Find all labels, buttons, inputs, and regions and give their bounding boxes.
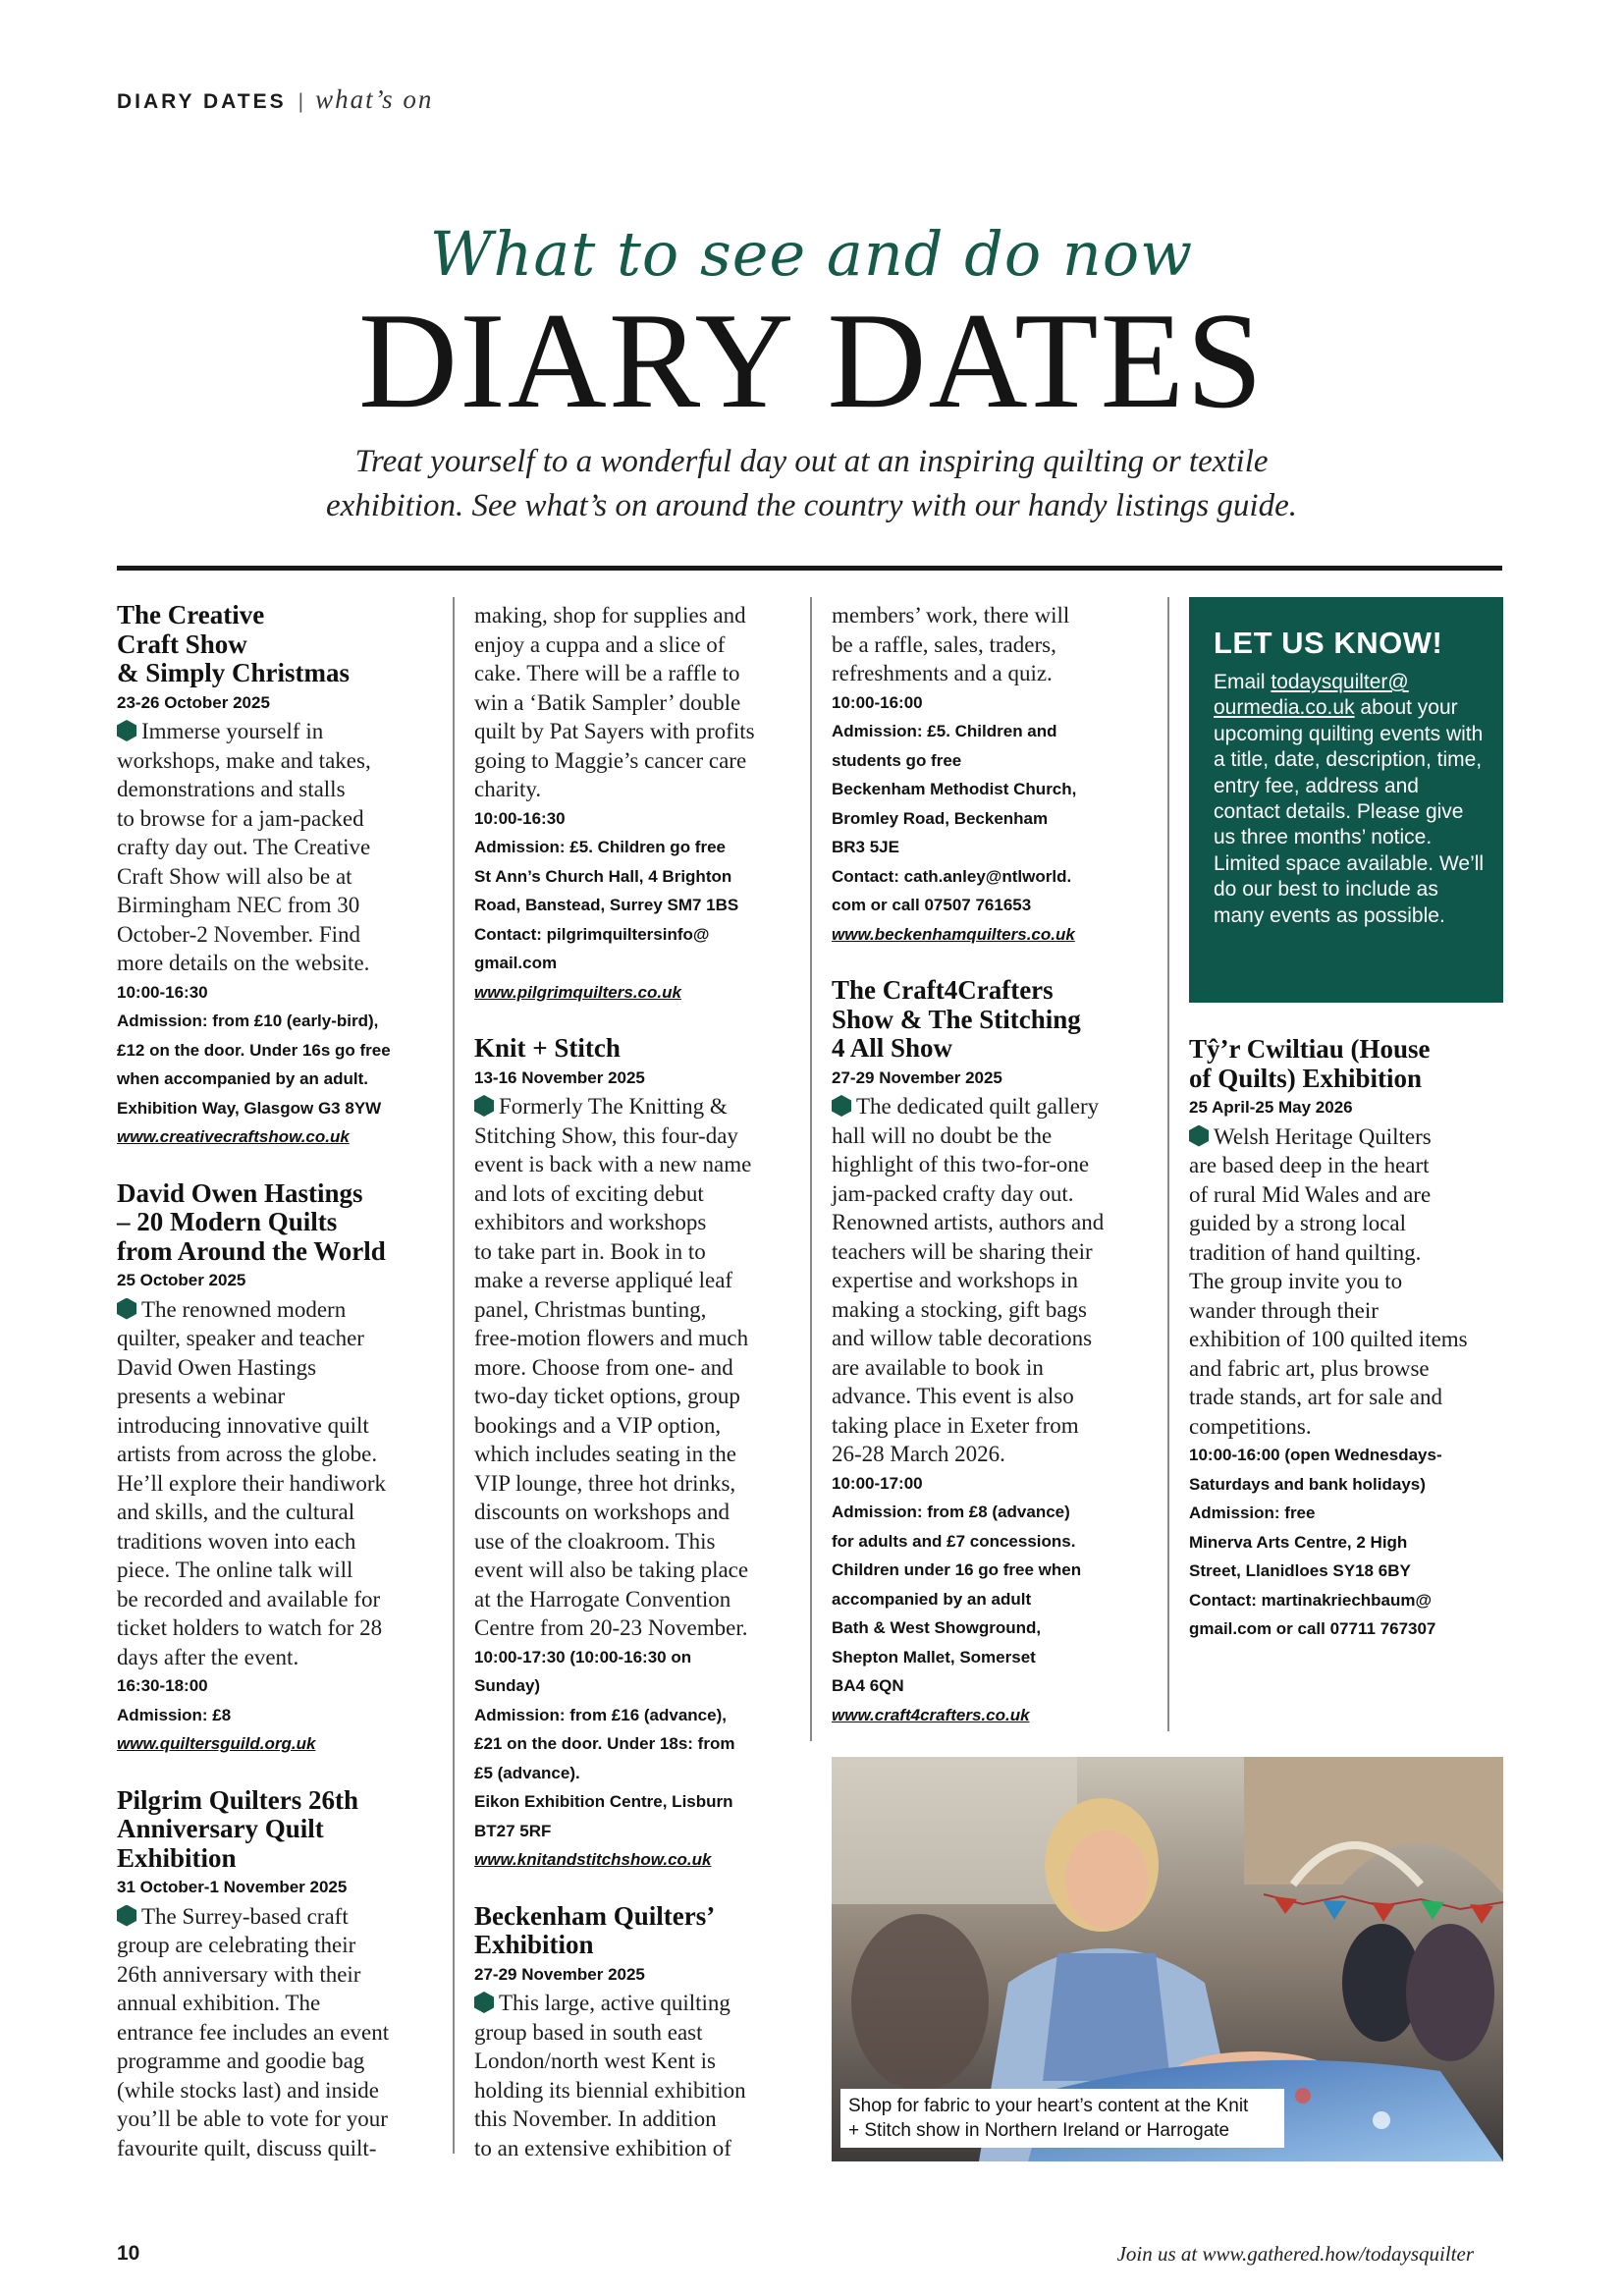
text-line: are based deep in the heart xyxy=(1189,1153,1430,1177)
column-divider xyxy=(1167,597,1169,1731)
text-line: holding its biennial exhibition xyxy=(474,2077,746,2103)
event-description xyxy=(832,1092,1156,1469)
text-line: taking place in Exeter from xyxy=(832,1412,1079,1438)
event-details xyxy=(117,978,441,1123)
title-line: The Creative xyxy=(117,600,265,629)
detail-line: Bath & West Showground, xyxy=(832,1618,1042,1637)
text-line: charity. xyxy=(474,777,542,801)
caption-line: + Stitch show in Northern Ireland or Harrogate xyxy=(848,2120,1230,2141)
event-details xyxy=(474,804,798,978)
top-rule xyxy=(117,566,1502,571)
event-website-link[interactable]: www.beckenhamquilters.co.uk xyxy=(832,924,1075,944)
text-line: favourite quilt, discuss quilt- xyxy=(117,2135,377,2160)
detail-line: £5 (advance). xyxy=(474,1763,580,1782)
running-head xyxy=(117,84,433,114)
standfirst xyxy=(196,440,1427,528)
detail-line: Bromley Road, Beckenham xyxy=(832,808,1049,828)
event-description xyxy=(117,1295,441,1672)
text-line: crafty day out. The Creative xyxy=(117,835,371,859)
event-website-link[interactable]: www.quiltersguild.org.uk xyxy=(117,1734,316,1753)
text-line: Immerse yourself in xyxy=(141,719,324,743)
event-title xyxy=(474,1034,798,1064)
text-line: event is back with a new name xyxy=(474,1152,752,1176)
text-line: making a stocking, gift bags xyxy=(832,1296,1087,1322)
text-line: members’ work, there will xyxy=(832,603,1070,628)
detail-line: Admission: £8 xyxy=(117,1705,232,1724)
detail-line: Admission: £5. Children and xyxy=(832,722,1057,740)
text-line: of rural Mid Wales and are xyxy=(1189,1181,1432,1207)
text-line: to an extensive exhibition of xyxy=(474,2135,731,2160)
detail-line: Street, Llanidloes SY18 6BY xyxy=(1189,1561,1411,1580)
text-line: quilter, speaker and teacher xyxy=(117,1326,364,1350)
detail-line: 10:00-16:00 xyxy=(832,692,923,712)
hexagon-bullet-icon xyxy=(117,720,136,741)
text-line: workshops, make and takes, xyxy=(117,747,371,773)
text-line: two-day ticket options, group xyxy=(474,1384,740,1408)
hexagon-bullet-icon xyxy=(474,1992,494,2013)
hexagon-bullet-icon xyxy=(474,1095,494,1117)
text-line: to browse for a jam-packed xyxy=(117,805,364,831)
text-line: and skills, and the cultural xyxy=(117,1500,355,1524)
text-line: presents a webinar xyxy=(117,1384,286,1408)
title-line: The Craft4Crafters xyxy=(832,975,1054,1005)
text-line: 26-28 March 2026. xyxy=(832,1442,1005,1466)
column-3 xyxy=(832,601,1156,1729)
hexagon-bullet-icon xyxy=(117,1298,136,1320)
detail-line: BA4 6QN xyxy=(832,1676,904,1695)
text-line: making, shop for supplies and xyxy=(474,603,746,628)
event-date: 31 October-1 November 2025 xyxy=(117,1878,348,1896)
text-fragment: Email xyxy=(1214,671,1271,693)
event-description xyxy=(117,1902,441,2163)
text-line: He’ll explore their handiwork xyxy=(117,1470,386,1496)
detail-line: 10:00-16:30 xyxy=(474,808,566,828)
text-line: jam-packed crafty day out. xyxy=(832,1180,1074,1206)
column-2 xyxy=(474,601,798,2162)
text-line: win a ‘Batik Sampler’ double xyxy=(474,689,741,715)
event-listing xyxy=(117,1786,441,2163)
event-website-link[interactable]: www.pilgrimquilters.co.uk xyxy=(474,982,681,1002)
text-line: expertise and workshops in xyxy=(832,1268,1079,1292)
text-line: The dedicated quilt gallery xyxy=(856,1094,1100,1119)
detail-line: for adults and £7 concessions. xyxy=(832,1531,1076,1551)
photo-caption xyxy=(840,2089,1284,2148)
title-line: from Around the World xyxy=(117,1235,386,1266)
detail-line: Sunday) xyxy=(474,1676,541,1695)
show-photo xyxy=(832,1757,1503,2161)
event-date: 25 October 2025 xyxy=(117,1271,246,1289)
text-line: bookings and a VIP option, xyxy=(474,1412,722,1438)
detail-line: Admission: from £16 (advance), xyxy=(474,1705,727,1724)
event-date: 25 April-25 May 2026 xyxy=(1189,1098,1353,1117)
text-line: hall will no doubt be the xyxy=(832,1122,1053,1148)
detail-line: £21 on the door. Under 18s: from xyxy=(474,1734,735,1753)
detail-line: BT27 5RF xyxy=(474,1821,552,1840)
text-line: more. Choose from one- and xyxy=(474,1354,733,1380)
title-line: Tŷ’r Cwiltiau (House xyxy=(1189,1034,1431,1064)
text-line: The group invite you to xyxy=(1189,1269,1403,1293)
text-line: VIP lounge, three hot drinks, xyxy=(474,1470,736,1496)
detail-line: £12 on the door. Under 16s go free xyxy=(117,1040,391,1060)
detail-line: 10:00-17:30 (10:00-16:30 on xyxy=(474,1647,692,1667)
event-listing xyxy=(117,1179,441,1759)
let-us-know-box xyxy=(1189,597,1503,1003)
text-line: piece. The online talk will xyxy=(117,1558,353,1582)
title-line: – 20 Modern Quilts xyxy=(117,1207,338,1236)
text-line: 26th anniversary with their xyxy=(117,1961,361,1987)
event-title xyxy=(117,1179,441,1267)
text-line: this November. In addition xyxy=(474,2106,717,2131)
detail-line: BR3 5JE xyxy=(832,838,899,856)
event-date: 27-29 November 2025 xyxy=(832,1067,1002,1087)
title-line: of Quilts) Exhibition xyxy=(1189,1063,1423,1093)
text-line: Formerly The Knitting & xyxy=(499,1094,728,1119)
event-details xyxy=(832,1469,1156,1701)
detail-line: 10:00-17:00 xyxy=(832,1473,923,1493)
text-line: introducing innovative quilt xyxy=(117,1412,369,1438)
detail-line: Minerva Arts Centre, 2 High xyxy=(1189,1532,1408,1552)
text-line: traditions woven into each xyxy=(117,1528,356,1554)
caption-line: Shop for fabric to your heart’s content at the Knit xyxy=(848,2096,1249,2116)
detail-line: Road, Banstead, Surrey SM7 1BS xyxy=(474,896,739,914)
text-line: Welsh Heritage Quilters xyxy=(1214,1123,1432,1149)
text-line: Renowned artists, authors and xyxy=(832,1210,1105,1234)
detail-line: Contact: cath.anley@ntlworld. xyxy=(832,866,1072,886)
detail-line: gmail.com or call 07711 767307 xyxy=(1189,1619,1436,1638)
text-line: (while stocks last) and inside xyxy=(117,2077,380,2103)
text-line: This large, active quilting xyxy=(499,1991,730,2015)
title-line: & Simply Christmas xyxy=(117,658,351,687)
footer-website-link[interactable]: Join us at www.gathered.how/todaysquilter xyxy=(1116,2242,1474,2266)
text-line: highlight of this two-for-one xyxy=(832,1152,1090,1176)
text-line: refreshments and a quiz. xyxy=(832,661,1053,685)
text-line: panel, Christmas bunting, xyxy=(474,1296,707,1322)
text-line: competitions. xyxy=(1189,1413,1312,1439)
event-description xyxy=(832,601,1156,688)
event-title xyxy=(1189,1035,1503,1093)
text-line: Stitching Show, this four-day xyxy=(474,1122,738,1148)
event-description xyxy=(474,1989,798,2162)
text-line: guided by a strong local xyxy=(1189,1211,1407,1235)
title-line: Pilgrim Quilters 26th xyxy=(117,1784,358,1815)
text-line: London/north west Kent is xyxy=(474,2049,716,2073)
column-divider xyxy=(453,597,455,2154)
detail-line: Shepton Mallet, Somerset xyxy=(832,1647,1036,1667)
detail-line: Eikon Exhibition Centre, Lisburn xyxy=(474,1792,733,1811)
text-line: and lots of exciting debut xyxy=(474,1180,704,1206)
text-line: entrance fee includes an event xyxy=(117,2019,390,2045)
event-listing xyxy=(832,976,1156,1729)
detail-line: Admission: £5. Children go free xyxy=(474,838,726,856)
text-line: tradition of hand quilting. xyxy=(1189,1239,1422,1265)
text-line: you’ll be able to vote for your xyxy=(117,2106,388,2131)
text-line: teachers will be sharing their xyxy=(832,1238,1093,1264)
text-line: Birmingham NEC from 30 xyxy=(117,893,360,917)
text-fragment: about your upcoming quilting events with a title, date, description, time, entry fee, address and contact details. Please give us three months’ notice. Limited space available. We’ll do our best to include as many events as possible. xyxy=(1214,696,1485,927)
detail-line: when accompanied by an adult. xyxy=(117,1069,368,1088)
event-website-link[interactable]: www.creativecraftshow.co.uk xyxy=(117,1127,350,1146)
text-line: exhibitors and workshops xyxy=(474,1210,707,1234)
text-line: October-2 November. Find xyxy=(117,921,361,947)
text-line: discounts on workshops and xyxy=(474,1500,730,1524)
kicker: What to see and do now xyxy=(429,218,1194,290)
title-line: Beckenham Quilters’ xyxy=(474,1900,716,1931)
event-description xyxy=(474,601,798,804)
event-listing xyxy=(117,601,441,1152)
event-listing xyxy=(1189,1035,1503,1644)
event-description xyxy=(474,1092,798,1643)
title-line: Exhibition xyxy=(117,1842,237,1873)
subsection-label: what’s on xyxy=(315,84,434,114)
event-description xyxy=(117,717,441,978)
title-line: Anniversary Quilt xyxy=(117,1814,324,1843)
text-line: days after the event. xyxy=(117,1644,299,1669)
title-line: Show & The Stitching xyxy=(832,1004,1081,1034)
hexagon-bullet-icon xyxy=(1189,1125,1209,1147)
text-line: wander through their xyxy=(1189,1297,1379,1323)
text-line: and willow table decorations xyxy=(832,1326,1093,1350)
column-1 xyxy=(117,601,441,2162)
detail-line: 10:00-16:00 (open Wednesdays- xyxy=(1189,1446,1442,1464)
section-label: DIARY DATES xyxy=(117,90,287,113)
event-website-link[interactable]: www.craft4crafters.co.uk xyxy=(832,1705,1030,1724)
text-line: to take part in. Book in to xyxy=(474,1238,706,1264)
text-line: trade stands, art for sale and xyxy=(1189,1385,1443,1409)
text-line: David Owen Hastings xyxy=(117,1354,317,1380)
event-description xyxy=(1189,1122,1503,1442)
page-title: DIARY DATES xyxy=(358,285,1265,437)
event-listing xyxy=(474,1902,798,2163)
text-line: artists from across the globe. xyxy=(117,1442,378,1466)
text-line: Centre from 20-23 November. xyxy=(474,1615,748,1640)
text-line: going to Maggie’s cancer care xyxy=(474,747,747,773)
text-line: group based in south east xyxy=(474,2019,703,2045)
text-line: use of the cloakroom. This xyxy=(474,1528,716,1554)
text-line: free-motion flowers and much xyxy=(474,1326,749,1350)
text-line: The renowned modern xyxy=(141,1296,347,1322)
let-us-know-heading: LET US KNOW! xyxy=(1214,626,1443,660)
section-separator: | xyxy=(298,90,304,113)
event-date: 27-29 November 2025 xyxy=(474,1964,645,1984)
event-listing xyxy=(474,1034,798,1875)
text-line: and fabric art, plus browse xyxy=(1189,1355,1430,1381)
page-number: 10 xyxy=(117,2242,140,2265)
event-date: 23-26 October 2025 xyxy=(117,692,270,712)
text-line: quilt by Pat Sayers with profits xyxy=(474,719,755,743)
event-title xyxy=(474,1902,798,1960)
standfirst-line: Treat yourself to a wonderful day out at an inspiring quilting or textile xyxy=(354,444,1269,479)
detail-line: com or call 07507 761653 xyxy=(832,896,1032,914)
text-line: demonstrations and stalls xyxy=(117,777,346,801)
text-line: Craft Show will also be at xyxy=(117,863,352,889)
detail-line: Contact: martinakriechbaum@ xyxy=(1189,1590,1433,1610)
event-title xyxy=(832,976,1156,1064)
text-line: ticket holders to watch for 28 xyxy=(117,1615,383,1640)
detail-line: Admission: from £10 (early-bird), xyxy=(117,1011,379,1030)
hexagon-bullet-icon xyxy=(117,1905,136,1927)
detail-line: Admission: from £8 (advance) xyxy=(832,1503,1070,1521)
event-title xyxy=(117,1786,441,1874)
column-divider xyxy=(810,597,812,1741)
let-us-know-text xyxy=(1214,670,1486,929)
detail-line: St Ann’s Church Hall, 4 Brighton xyxy=(474,866,732,886)
text-line: exhibition of 100 quilted items xyxy=(1189,1327,1468,1351)
detail-line: Admission: free xyxy=(1189,1503,1316,1522)
event-details xyxy=(474,1643,798,1846)
text-line: The Surrey-based craft xyxy=(141,1903,349,1929)
detail-line: Children under 16 go free when xyxy=(832,1560,1082,1579)
text-line: make a reverse appliqué leaf xyxy=(474,1268,733,1292)
text-line: enjoy a cuppa and a slice of xyxy=(474,631,726,657)
event-listing-continued xyxy=(474,601,798,1007)
title-line: David Owen Hastings xyxy=(117,1177,363,1208)
standfirst-line: exhibition. See what’s on around the country with our handy listings guide. xyxy=(325,488,1298,523)
detail-line: gmail.com xyxy=(474,954,558,972)
title-line: 4 All Show xyxy=(832,1033,953,1063)
text-line: advance. This event is also xyxy=(832,1384,1074,1408)
text-line: which includes seating in the xyxy=(474,1442,736,1466)
text-line: group are celebrating their xyxy=(117,1933,356,1957)
text-line: cake. There will be a raffle to xyxy=(474,661,740,685)
text-line: more details on the website. xyxy=(117,951,370,975)
detail-line: Beckenham Methodist Church, xyxy=(832,780,1077,798)
text-line: annual exhibition. The xyxy=(117,1991,321,2015)
event-date: 13-16 November 2025 xyxy=(474,1067,645,1087)
text-line: event will also be taking place xyxy=(474,1558,749,1582)
detail-line: Contact: pilgrimquiltersinfo@ xyxy=(474,924,710,944)
detail-line: Saturdays and bank holidays) xyxy=(1189,1474,1426,1494)
title-line: Knit + Stitch xyxy=(474,1033,621,1063)
text-line: are available to book in xyxy=(832,1354,1044,1380)
text-line: programme and goodie bag xyxy=(117,2049,365,2073)
title-line: Exhibition xyxy=(474,1930,594,1959)
event-details xyxy=(1189,1441,1503,1644)
detail-line: Exhibition Way, Glasgow G3 8YW xyxy=(117,1098,382,1118)
event-website-link[interactable]: www.knitandstitchshow.co.uk xyxy=(474,1850,712,1869)
text-line: be recorded and available for xyxy=(117,1586,381,1612)
detail-line: 16:30-18:00 xyxy=(117,1676,208,1695)
event-details xyxy=(117,1671,441,1729)
text-line: be a raffle, sales, traders, xyxy=(832,631,1056,657)
detail-line: accompanied by an adult xyxy=(832,1589,1032,1609)
event-details xyxy=(832,688,1156,920)
hexagon-bullet-icon xyxy=(832,1095,851,1117)
detail-line: 10:00-16:30 xyxy=(117,982,208,1002)
text-line: at the Harrogate Convention xyxy=(474,1586,731,1612)
email-part: ourmedia.co.uk xyxy=(1214,696,1355,720)
email-part: todaysquilter@ xyxy=(1271,671,1409,693)
title-line: Craft Show xyxy=(117,629,247,659)
event-listing-continued xyxy=(832,601,1156,949)
event-title xyxy=(117,601,441,688)
detail-line: students go free xyxy=(832,750,962,770)
